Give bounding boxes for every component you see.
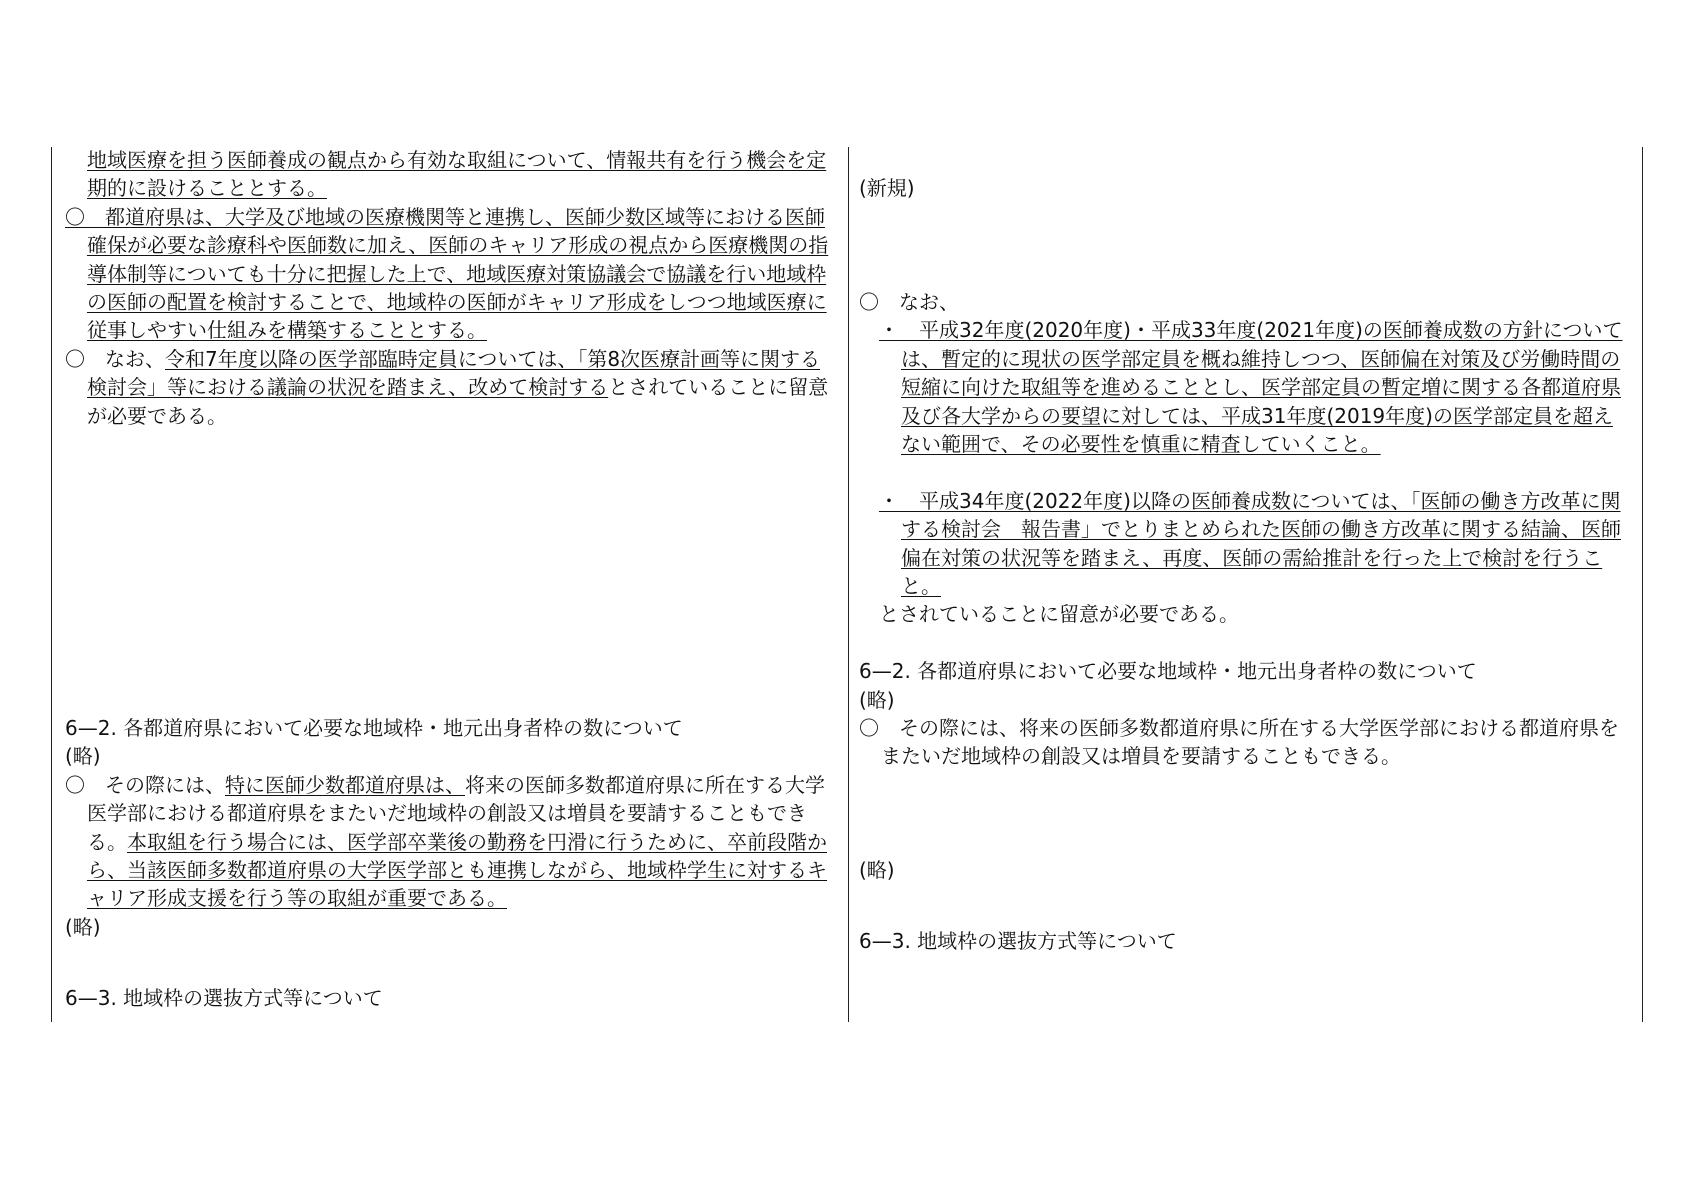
right-bullet-2: ・ 平成34年度(2022年度)以降の医師養成数については、「医師の働き方改革に関する検討会 報告書」でとりまとめられた医師の働き方改革に関する結論、医師偏在対策の状況等を踏まえ、再度、医師の需給推計を行った上で検討を行うこと。	[879, 488, 1621, 598]
right-ryaku-2: (略)	[859, 857, 895, 882]
right-border	[1642, 147, 1643, 1022]
right-ryaku-1: (略)	[859, 687, 895, 712]
right-para-4: 〇 その際には、将来の医師多数都道府県に所在する大学医学部における都道府県をまたいだ地域枠の創設又は増員を要請することもできる。	[859, 715, 1619, 769]
left-para-3: 〇 なお、令和7年度以降の医学部臨時定員については、「第8次医療計画等に関する検討会」等における議論の状況を踏まえ、改めて検討するとされていることに留意が必要である。	[65, 346, 829, 428]
revised-column	[65, 146, 837, 1012]
left-para-2: 〇 都道府県は、大学及び地域の医療機関等と連携し、医師少数区域等における医師確保が必要な診療科や医師数に加え、医師のキャリア形成の視点から医療機関の指導体制等についても十分に把握した上で、地域医療対策協議会で協議を行い地域枠の医師の配置を検討することで、地域枠の医師がキャリア形成をしつつ地域医療に従事しやすい仕組みを構築することとする。	[65, 204, 829, 343]
right-heading-6-2: 6—2. 各都道府県において必要な地域枠・地元出身者枠の数について	[859, 659, 1477, 684]
left-heading-6-2: 6—2. 各都道府県において必要な地域枠・地元出身者枠の数について	[65, 715, 683, 740]
right-naoh: 〇 なお、	[859, 289, 959, 314]
left-para-1: 地域医療を担う医師養成の観点から有効な取組について、情報共有を行う機会を定期的に設けることとする。	[87, 148, 827, 201]
current-column	[859, 146, 1631, 955]
left-heading-6-3: 6—3. 地域枠の選抜方式等について	[65, 985, 383, 1010]
left-ryaku-2: (略)	[65, 914, 101, 939]
left-ryaku-1: (略)	[65, 744, 101, 769]
right-tail: とされていることに留意が必要である。	[879, 602, 1239, 627]
center-divider	[848, 147, 849, 1022]
left-para-4: 〇 その際には、特に医師少数都道府県は、将来の医師多数都道府県に所在する大学医学部における都道府県をまたいだ地域枠の創設又は増員を要請することもできる。本取組を行う場合には、医学部卒業後の勤務を円滑に行うために、卒前段階から、当該医師多数都道府県の大学医学部とも連携しながら、地域枠学生に対するキャリア形成支援を行う等の取組が重要である。	[65, 772, 827, 911]
left-border	[51, 147, 52, 1022]
right-bullet-1: ・ 平成32年度(2020年度)・平成33年度(2021年度)の医師養成数の方針については、暫定的に現状の医学部定員を概ね維持しつつ、医師偏在対策及び労働時間の短縮に向けた取組等を進めることとし、医学部定員の暫定増に関する各都道府県及び各大学からの要望に対しては、平成31年度(2019年度)の医学部定員を超えない範囲で、その必要性を慎重に精査していくこと。	[879, 318, 1623, 457]
right-heading-6-3: 6—3. 地域枠の選抜方式等について	[859, 928, 1177, 953]
right-shinki: (新規)	[859, 176, 915, 201]
right-spacer	[859, 146, 1631, 174]
